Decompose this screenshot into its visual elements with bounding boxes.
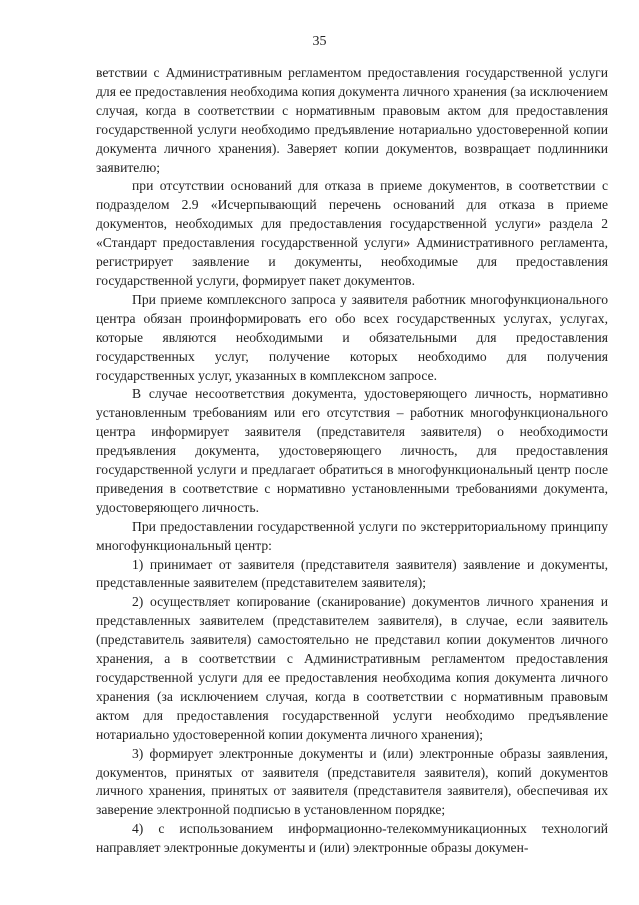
list-item-4: 4) с использованием информационно-телекоммуникационных технологий направляет электронные документы и (или) электронные образы докумен-: [96, 821, 608, 856]
paragraph-complex-request: При приеме комплексного запроса у заявителя работник многофункционального центра обязан проинформировать его обо всех государственных услугах, услугах, которые являются необходимыми и обязательными для предоставления государственных услуг, получение которых необходимо для получения государственных услуг, указанных в комплексном запросе.: [96, 291, 608, 383]
page-number: 35: [312, 34, 327, 49]
body-text: [96, 64, 608, 858]
paragraph-identity-document: В случае несоответствия документа, удостоверяющего личность, нормативно установленным требованиям или его отсутствия – работник многофункционального центра информирует заявителя (представителя заявителя) о необходимости предъявления документа, удостоверяющего личность, для предоставления государственной услуги и предлагает обратиться в многофункциональный центр после приведения в соответствие с нормативно установленными требованиями документа, удостоверяющего личность.: [96, 386, 608, 515]
list-item-1: 1) принимает от заявителя (представителя заявителя) заявление и документы, представленные заявителем (представителем заявителя);: [96, 556, 608, 591]
paragraph-extraterritorial-intro: При предоставлении государственной услуги по экстерриториальному принципу многофункциональный центр:: [96, 518, 608, 553]
paragraph-continuation: ветствии с Административным регламентом предоставления государственной услуги для ее предоставления необходима копия документа личного хранения (за исключением случая, когда в соответствии с нормативным правовым актом для предоставления государственной услуги необходимо предъявление нотариально удостоверенной копии документа личного хранения). Заверяет копии документов, возвращает подлинники заявителю;: [96, 65, 608, 175]
list-item-2: 2) осуществляет копирование (сканирование) документов личного хранения и представленных заявителем (представителем заявителя), в случае, если заявитель (представитель заявителя) самостоятельно не представил копии документов личного хранения, а в соответствии с Административным регламентом предоставления государственной услуги для ее предоставления необходима копия документа личного хранения (за исключением случая, когда в соответствии с нормативным правовым актом для предоставления государственной услуги необходимо предъявление нотариально удостоверенной копии документа личного хранения);: [96, 594, 608, 742]
paragraph-document-acceptance: при отсутствии оснований для отказа в приеме документов, в соответствии с подразделом 2.9 «Исчерпывающий перечень оснований для отказа в приеме документов, необходимых для предоставления государственной услуги» раздела 2 «Стандарт предоставления государственной услуги» Административного регламента, регистрирует заявление и документы, необходимые для предоставления государственной услуги, формирует пакет документов.: [96, 178, 608, 288]
list-item-3: 3) формирует электронные документы и (или) электронные образы заявления, документов, принятых от заявителя (представителя заявителя), копий документов личного хранения, принятых от заявителя (представителя заявителя), обеспечивая их заверение электронной подписью в установленном порядке;: [96, 745, 608, 818]
